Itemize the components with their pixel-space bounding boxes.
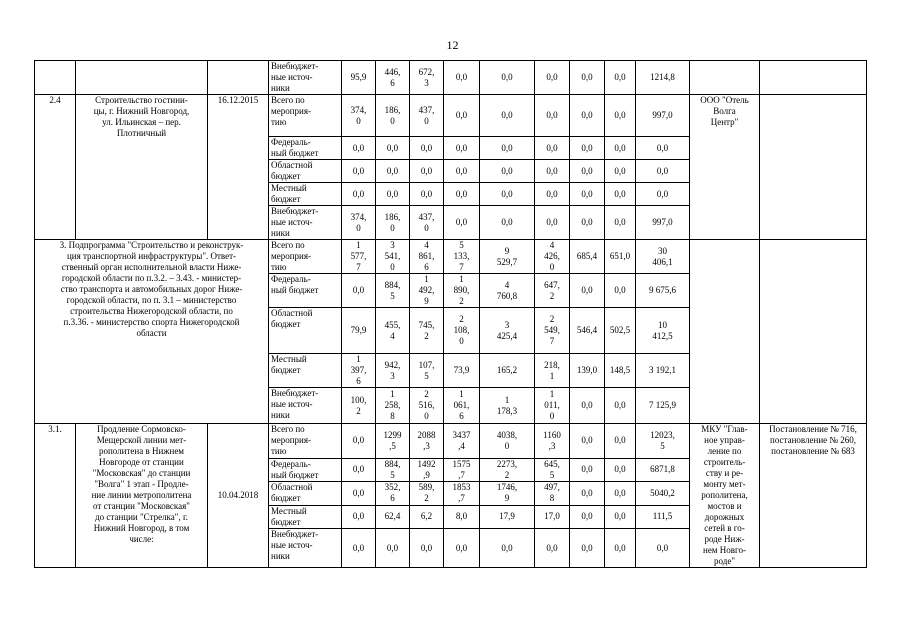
value-cell: 0,0 [342, 458, 376, 481]
value-cell: 0,0 [605, 274, 636, 308]
value-cell: 73,9 [444, 354, 480, 388]
value-cell: 5040,2 [636, 482, 690, 505]
funding-source-cell: Федераль- ный бюджет [269, 274, 342, 308]
value-cell: 0,0 [605, 183, 636, 206]
value-cell: 62,4 [376, 505, 410, 528]
value-cell: 7 125,9 [636, 388, 690, 424]
value-cell: 186, 0 [376, 206, 410, 240]
funding-source-cell: Внебюджет- ные источ- ники [269, 388, 342, 424]
value-cell: 165,2 [480, 354, 535, 388]
value-cell: 17,9 [480, 505, 535, 528]
funding-source-cell: Внебюджет- ные источ- ники [269, 206, 342, 240]
item-number-cell: 3.1. [35, 424, 76, 568]
item-number-cell: 2.4 [35, 95, 76, 240]
value-cell: 0,0 [376, 529, 410, 568]
value-cell: 497, 8 [535, 482, 570, 505]
value-cell: 0,0 [342, 424, 376, 459]
value-cell: 0,0 [444, 160, 480, 183]
value-cell: 79,9 [342, 308, 376, 354]
value-cell: 1 178,3 [480, 388, 535, 424]
value-cell: 1299 ,5 [376, 424, 410, 459]
funding-source-cell: Всего по мероприя- тию [269, 95, 342, 137]
value-cell: 0,0 [342, 529, 376, 568]
value-cell: 0,0 [410, 137, 444, 160]
value-cell: 0,0 [605, 388, 636, 424]
value-cell: 95,9 [342, 61, 376, 95]
funding-source-cell: Внебюджет- ные источ- ники [269, 529, 342, 568]
value-cell: 0,0 [342, 274, 376, 308]
funding-source-cell: Федераль- ный бюджет [269, 137, 342, 160]
value-cell: 1160 ,3 [535, 424, 570, 459]
value-cell: 685,4 [570, 240, 605, 274]
table-row [35, 424, 867, 459]
value-cell: 1 011, 0 [535, 388, 570, 424]
value-cell: 17,0 [535, 505, 570, 528]
executor-cell [690, 240, 760, 424]
value-cell: 0,0 [535, 61, 570, 95]
value-cell: 139,0 [570, 354, 605, 388]
value-cell: 374, 0 [342, 206, 376, 240]
value-cell: 1 577, 7 [342, 240, 376, 274]
value-cell: 8,0 [444, 505, 480, 528]
value-cell: 0,0 [570, 206, 605, 240]
value-cell: 6871,8 [636, 458, 690, 481]
document-cell [760, 61, 867, 95]
value-cell: 0,0 [410, 183, 444, 206]
value-cell: 0,0 [570, 137, 605, 160]
value-cell: 4 861, 6 [410, 240, 444, 274]
value-cell: 0,0 [376, 137, 410, 160]
value-cell: 997,0 [636, 95, 690, 137]
value-cell: 9 675,6 [636, 274, 690, 308]
value-cell: 0,0 [444, 206, 480, 240]
value-cell: 0,0 [410, 529, 444, 568]
value-cell: 2 108, 0 [444, 308, 480, 354]
value-cell: 0,0 [342, 137, 376, 160]
value-cell: 0,0 [636, 529, 690, 568]
value-cell: 502,5 [605, 308, 636, 354]
value-cell: 3 541, 0 [376, 240, 410, 274]
value-cell: 6,2 [410, 505, 444, 528]
value-cell: 1 061, 6 [444, 388, 480, 424]
value-cell: 647, 2 [535, 274, 570, 308]
value-cell: 3 425,4 [480, 308, 535, 354]
table-row [35, 95, 867, 137]
value-cell: 0,0 [535, 160, 570, 183]
value-cell: 0,0 [535, 206, 570, 240]
value-cell: 0,0 [636, 183, 690, 206]
value-cell: 0,0 [480, 61, 535, 95]
value-cell: 1492 ,9 [410, 458, 444, 481]
value-cell: 1 492, 9 [410, 274, 444, 308]
value-cell: 0,0 [570, 529, 605, 568]
value-cell: 0,0 [410, 160, 444, 183]
value-cell: 4038, 0 [480, 424, 535, 459]
value-cell: 997,0 [636, 206, 690, 240]
value-cell: 0,0 [535, 137, 570, 160]
document-cell [760, 240, 867, 424]
value-cell: 0,0 [342, 160, 376, 183]
value-cell: 0,0 [444, 137, 480, 160]
value-cell: 4 426, 0 [535, 240, 570, 274]
row-number-cell [35, 61, 76, 95]
value-cell: 2088 ,3 [410, 424, 444, 459]
value-cell: 4 760,8 [480, 274, 535, 308]
value-cell: 455, 4 [376, 308, 410, 354]
value-cell: 0,0 [535, 529, 570, 568]
funding-source-cell: Внебюджет- ные источ- ники [269, 61, 342, 95]
value-cell: 0,0 [480, 206, 535, 240]
value-cell: 0,0 [570, 95, 605, 137]
value-cell: 0,0 [636, 137, 690, 160]
executor-cell: МКУ "Глав- ное управ- ление по строитель- ству и ре- монту мет- рополитена, мостов и дорожных сетей в го- роде Ниж- нем Новго- роде" [690, 424, 760, 568]
value-cell: 1746, 9 [480, 482, 535, 505]
value-cell: 0,0 [570, 183, 605, 206]
value-cell: 0,0 [570, 160, 605, 183]
value-cell: 0,0 [535, 183, 570, 206]
item-name-cell: Строительство гостини- цы, г. Нижний Новгород, ул. Ильинская – пер. Плотничный [76, 95, 208, 240]
value-cell: 1575 ,7 [444, 458, 480, 481]
value-cell: 2273, 2 [480, 458, 535, 481]
value-cell: 446, 6 [376, 61, 410, 95]
value-cell: 437, 0 [410, 206, 444, 240]
value-cell: 374, 0 [342, 95, 376, 137]
funding-source-cell: Всего по мероприя- тию [269, 424, 342, 459]
value-cell: 0,0 [376, 183, 410, 206]
value-cell: 0,0 [570, 424, 605, 459]
value-cell: 0,0 [342, 183, 376, 206]
value-cell: 9 529,7 [480, 240, 535, 274]
value-cell: 0,0 [605, 61, 636, 95]
value-cell: 0,0 [605, 529, 636, 568]
funding-source-cell: Местный бюджет [269, 183, 342, 206]
value-cell: 589, 2 [410, 482, 444, 505]
value-cell: 0,0 [605, 482, 636, 505]
value-cell: 186, 0 [376, 95, 410, 137]
value-cell: 107, 5 [410, 354, 444, 388]
value-cell: 0,0 [605, 95, 636, 137]
value-cell: 0,0 [570, 61, 605, 95]
value-cell: 0,0 [535, 95, 570, 137]
value-cell: 745, 2 [410, 308, 444, 354]
value-cell: 1 258, 8 [376, 388, 410, 424]
value-cell: 1853 ,7 [444, 482, 480, 505]
date-cell [208, 61, 269, 95]
value-cell: 100, 2 [342, 388, 376, 424]
value-cell: 1 397, 6 [342, 354, 376, 388]
value-cell: 546,4 [570, 308, 605, 354]
value-cell: 672, 3 [410, 61, 444, 95]
value-cell: 5 133, 7 [444, 240, 480, 274]
document-cell: Постановление № 716, постановление № 260, постановление № 683 [760, 424, 867, 568]
value-cell: 0,0 [480, 183, 535, 206]
value-cell: 0,0 [342, 482, 376, 505]
value-cell: 2 549, 7 [535, 308, 570, 354]
value-cell: 148,5 [605, 354, 636, 388]
subprogram-title-cell: 3. Подпрограмма "Строительство и реконструк- ция транспортной инфраструктуры". Ответ- ственный орган исполнительной власти Ниже- городской области по п.3.2. – 3.43. - министер- ство транспорта и автомобильных дорог Ниже- городской области, по п. 3.1 – министерство строительства Нижегородской области, по п.3.36. - министерство спорта Нижегородской области [35, 240, 269, 424]
value-cell: 0,0 [570, 482, 605, 505]
value-cell: 437, 0 [410, 95, 444, 137]
value-cell: 942, 3 [376, 354, 410, 388]
funding-source-cell: Федераль- ный бюджет [269, 458, 342, 481]
value-cell: 12023, 5 [636, 424, 690, 459]
value-cell: 651,0 [605, 240, 636, 274]
value-cell: 0,0 [342, 505, 376, 528]
value-cell: 0,0 [636, 160, 690, 183]
value-cell: 0,0 [605, 424, 636, 459]
budget-table [34, 60, 867, 568]
value-cell: 0,0 [444, 529, 480, 568]
table-row [35, 240, 867, 274]
value-cell: 884, 5 [376, 458, 410, 481]
value-cell: 3437 ,4 [444, 424, 480, 459]
value-cell: 218, 1 [535, 354, 570, 388]
value-cell: 352, 6 [376, 482, 410, 505]
value-cell: 0,0 [444, 95, 480, 137]
value-cell: 645, 5 [535, 458, 570, 481]
funding-source-cell: Всего по мероприя- тию [269, 240, 342, 274]
value-cell: 0,0 [480, 160, 535, 183]
value-cell: 0,0 [480, 529, 535, 568]
item-name-cell [76, 61, 208, 95]
value-cell: 0,0 [605, 505, 636, 528]
value-cell: 10 412,5 [636, 308, 690, 354]
value-cell: 0,0 [480, 95, 535, 137]
date-cell: 10.04.2018 [208, 424, 269, 568]
value-cell: 0,0 [570, 388, 605, 424]
value-cell: 0,0 [480, 137, 535, 160]
executor-cell [690, 61, 760, 95]
funding-source-cell: Местный бюджет [269, 505, 342, 528]
value-cell: 0,0 [605, 160, 636, 183]
value-cell: 1214,8 [636, 61, 690, 95]
funding-source-cell: Местный бюджет [269, 354, 342, 388]
value-cell: 0,0 [376, 160, 410, 183]
funding-source-cell: Областной бюджет [269, 308, 342, 354]
value-cell: 0,0 [605, 206, 636, 240]
value-cell: 0,0 [570, 274, 605, 308]
value-cell: 0,0 [570, 505, 605, 528]
funding-source-cell: Областной бюджет [269, 482, 342, 505]
funding-source-cell: Областной бюджет [269, 160, 342, 183]
table-row [35, 61, 867, 95]
value-cell: 111,5 [636, 505, 690, 528]
value-cell: 2 516, 0 [410, 388, 444, 424]
item-name-cell: Продление Сормовско- Мещерской линии мет- рополитена в Нижнем Новгороде от станции "Московская" до станции "Волга" 1 этап - Продле- ние линии метрополитена от станции "Московская" до станции "Стрелка", г. Нижний Новгород, в том числе: [76, 424, 208, 568]
value-cell: 0,0 [605, 137, 636, 160]
document-cell [760, 95, 867, 240]
value-cell: 3 192,1 [636, 354, 690, 388]
value-cell: 1 890, 2 [444, 274, 480, 308]
value-cell: 30 406,1 [636, 240, 690, 274]
date-cell: 16.12.2015 [208, 95, 269, 240]
value-cell: 0,0 [570, 458, 605, 481]
value-cell: 0,0 [444, 183, 480, 206]
page-number: 12 [446, 38, 459, 52]
value-cell: 0,0 [444, 61, 480, 95]
executor-cell: ООО "Отель Волга Центр" [690, 95, 760, 240]
value-cell: 884, 5 [376, 274, 410, 308]
value-cell: 0,0 [605, 458, 636, 481]
